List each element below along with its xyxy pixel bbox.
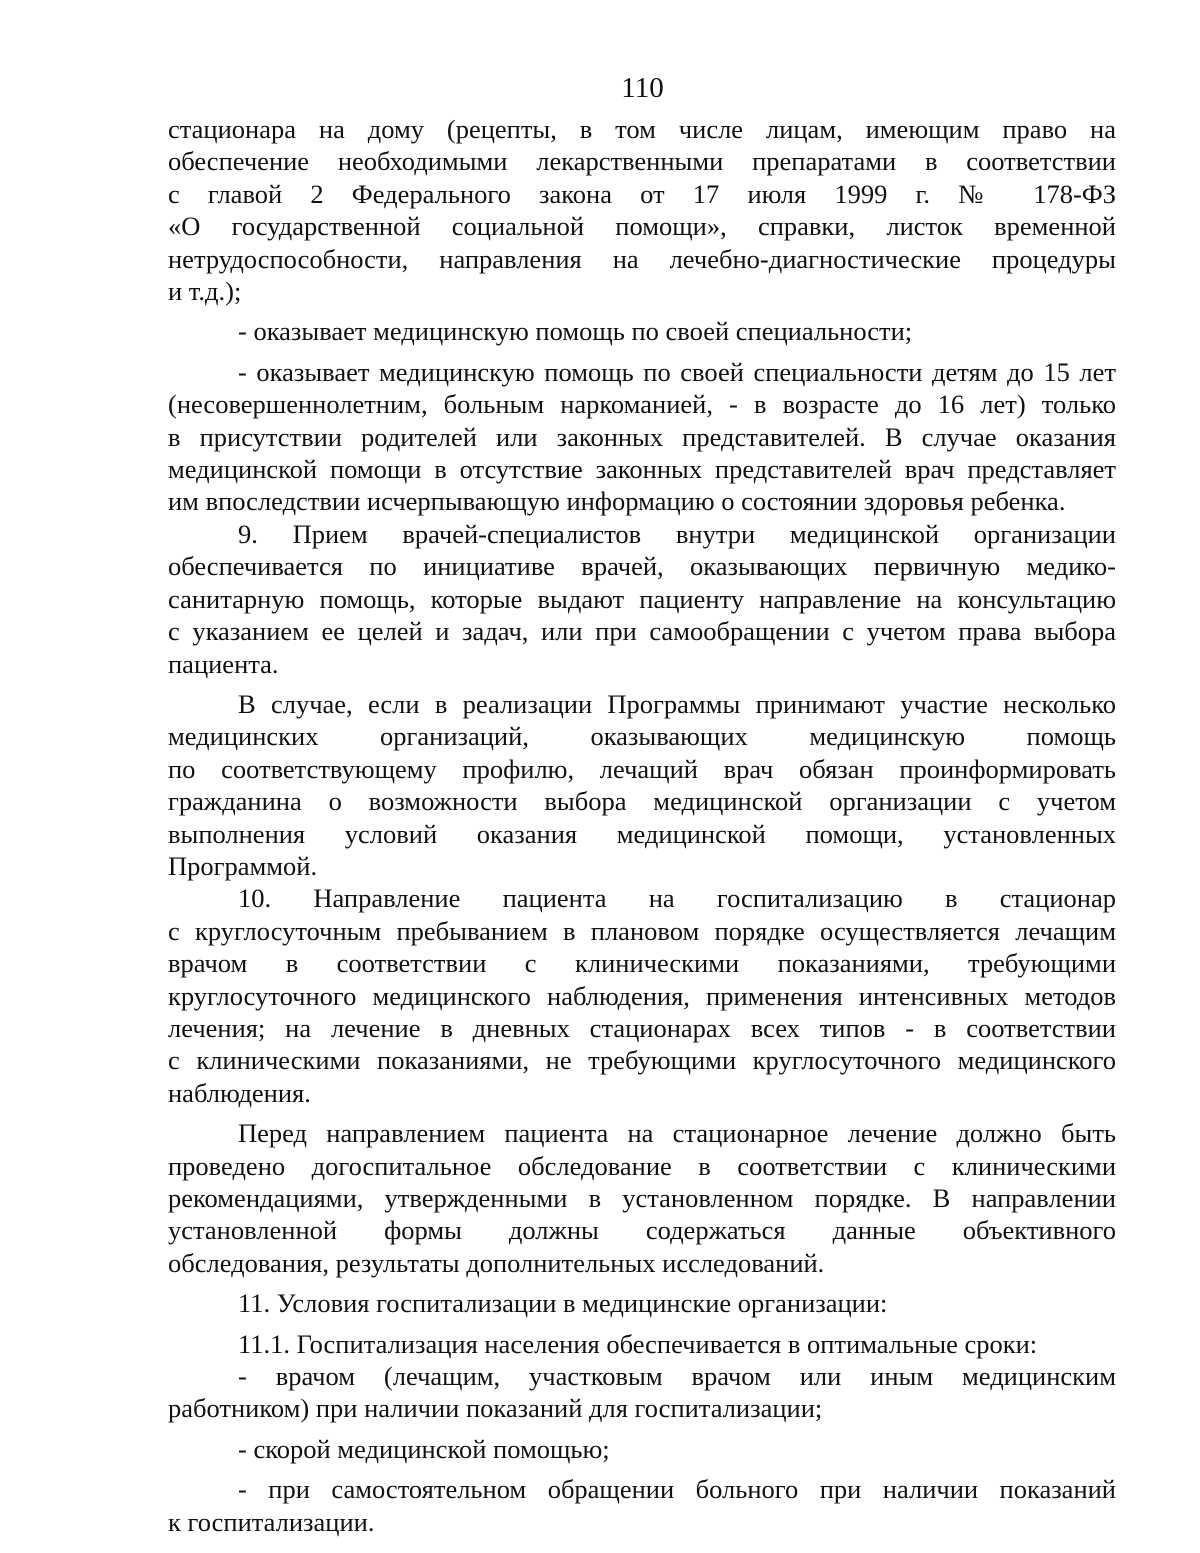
text-line: - оказывает медицинскую помощь по своей специальности; (238, 316, 913, 347)
text-line: стационара на дому (рецепты, в том числе лицам, имеющим право на (168, 114, 1116, 144)
paragraph-item-10 (168, 882, 1116, 1109)
paragraph-prescriptions (168, 113, 1116, 307)
text-line: - врачом (лечащим, участковым врачом или иным медицинским (238, 1361, 1116, 1392)
text-line: с главой 2 Федерального закона от 17 июля 1999 г. № 178-ФЗ (168, 178, 1116, 209)
text-line: с указанием ее целей и задач, или при самообращении с учетом права выбора (168, 616, 1116, 647)
paragraph-item-11-1 (168, 1328, 1116, 1360)
document-body (168, 113, 1116, 1538)
paragraph-self-referral (168, 1473, 1116, 1538)
paragraph-specialty-care (168, 315, 1116, 347)
text-line: врачом в соответствии с клиническими показаниями, требующими (168, 948, 1116, 979)
text-line: с круглосуточным пребыванием в плановом порядке осуществляется лечащим (168, 915, 1116, 946)
paragraph-pre-hospital-exam (168, 1117, 1116, 1279)
text-line: в присутствии родителей или законных представителей. В случае оказания (168, 421, 1116, 452)
text-line: обследования, результаты дополнительных исследований. (168, 1247, 825, 1278)
text-line: 11. Условия госпитализации в медицинские организации: (238, 1288, 888, 1319)
text-line: и т.д.); (168, 276, 242, 307)
text-line: В случае, если в реализации Программы принимают участие несколько (238, 688, 1116, 719)
text-line: обеспечение необходимыми лекарственными препаратами в соответствии (168, 146, 1116, 177)
text-line: санитарную помощь, которые выдают пациенту направление на консультацию (168, 583, 1116, 614)
text-line: к госпитализации. (168, 1506, 375, 1537)
text-line: наблюдения. (168, 1077, 311, 1108)
text-line: пациента. (168, 648, 279, 679)
paragraph-by-doctor (168, 1360, 1116, 1425)
text-line: «О государственной социальной помощи», справки, листок временной (168, 211, 1116, 242)
text-line: медицинской помощи в отсутствие законных представителей врач представляет (168, 454, 1116, 485)
text-line: с клиническими показаниями, не требующими круглосуточного медицинского (168, 1045, 1116, 1076)
text-line: им впоследствии исчерпывающую информацию о состоянии здоровья ребенка. (168, 486, 1066, 517)
text-line: - скорой медицинской помощью; (238, 1433, 610, 1464)
text-line: по соответствующему профилю, лечащий врач обязан проинформировать (168, 753, 1116, 784)
text-line: установленной формы должны содержаться данные объективного (168, 1215, 1116, 1246)
text-line: 11.1. Госпитализация населения обеспечивается в оптимальные сроки: (238, 1328, 1038, 1359)
text-line: - оказывает медицинскую помощь по своей специальности детям до 15 лет (238, 356, 1116, 387)
text-line: 9. Прием врачей-специалистов внутри медицинской организации (238, 518, 1116, 549)
text-line: (несовершеннолетним, больным наркоманией, - в возрасте до 16 лет) только (168, 389, 1116, 420)
text-line: работником) при наличии показаний для госпитализации; (168, 1393, 823, 1424)
text-line: обеспечивается по инициативе врачей, оказывающих первичную медико- (168, 551, 1116, 582)
paragraph-organization-choice (168, 688, 1116, 882)
text-line: лечения; на лечение в дневных стационарах всех типов - в соответствии (168, 1012, 1116, 1043)
paragraph-item-9 (168, 518, 1116, 680)
text-line: 10. Направление пациента на госпитализацию в стационар (238, 883, 1116, 914)
text-line: круглосуточного медицинского наблюдения, применения интенсивных методов (168, 980, 1116, 1011)
text-line: медицинских организаций, оказывающих медицинскую помощь (168, 721, 1116, 752)
text-line: рекомендациями, утвержденными в установленном порядке. В направлении (168, 1183, 1116, 1213)
text-line: гражданина о возможности выбора медицинской организации с учетом (168, 786, 1116, 817)
text-line: нетрудоспособности, направления на лечебно-диагностические процедуры (168, 243, 1116, 274)
text-line: выполнения условий оказания медицинской помощи, установленных (168, 818, 1116, 849)
text-line: Программой. (168, 850, 318, 881)
page-number: 110 (621, 72, 664, 104)
paragraph-by-ambulance (168, 1433, 1116, 1465)
paragraph-children-care (168, 356, 1116, 518)
text-line: - при самостоятельном обращении больного при наличии показаний (238, 1474, 1116, 1505)
text-line: Перед направлением пациента на стационарное лечение должно быть (238, 1118, 1116, 1149)
text-line: проведено догоспитальное обследование в соответствии с клиническими (168, 1150, 1116, 1181)
paragraph-item-11 (168, 1287, 1116, 1319)
